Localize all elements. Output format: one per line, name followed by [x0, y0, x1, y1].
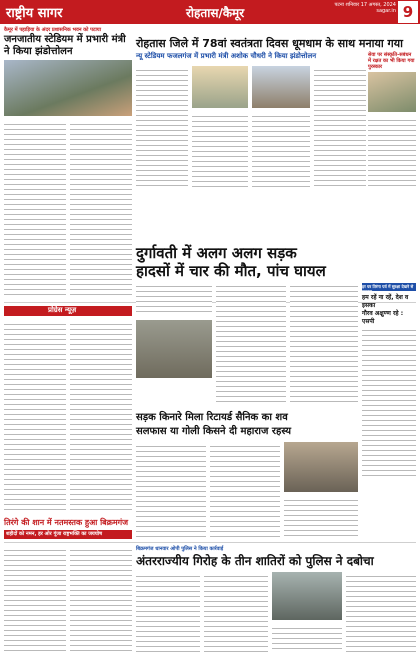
mid-headline-line1: सड़क किनारे मिला रिटायर्ड सैनिक का शव — [136, 412, 288, 423]
story2-text — [252, 112, 310, 190]
publication-name: राष्ट्रीय सागर — [6, 6, 63, 21]
story1-headline: जनजातीय स्टेडियम में प्रभारी मंत्री ने किया झंडोत्तोलन — [4, 34, 126, 57]
right-kicker: हर घर तिरंगा पर्व में सुरक्षा देखने से प्रवक्ता — [362, 284, 414, 294]
bottom-left-text — [70, 546, 132, 652]
bottom-right-text — [346, 572, 416, 652]
bottom-right-text — [204, 572, 268, 652]
edition-info: पटना शनिवार 17 अगस्त, 2024 sagar.in — [334, 2, 396, 14]
story3-text — [368, 116, 416, 190]
bottom-right-photo — [272, 572, 342, 620]
story3-photo — [368, 72, 416, 112]
page-number: 9 — [398, 1, 418, 23]
story2-subhead: न्यू स्टेडियम फजलगंज में प्रभारी मंत्री अशोक चौधरी ने किया झंडोत्तोलन — [136, 52, 317, 60]
right-headline-line1: हम रहें ना रहें, देश व इसका — [362, 294, 409, 309]
story3-headline: सेवा पर संस्कृति-सबंधन में रक्षत का भी किया गया पुरस्कार — [368, 52, 415, 70]
main-text — [136, 282, 212, 316]
box-text — [4, 320, 66, 510]
story1-text — [70, 120, 132, 298]
main-text — [216, 282, 286, 402]
main-photo — [136, 320, 212, 378]
right-headline-line2: गौरव अक्षुण्ण रहे : एसपी — [362, 310, 404, 325]
mid-text — [210, 442, 280, 538]
box-title: प्रोग्रेस न्यूज़ — [48, 306, 77, 314]
bottom-right-text — [272, 624, 342, 652]
story1-kicker: कैमूर में पहाड़िया के अंदर प्रशासनिक भवन को पटाया — [4, 27, 101, 33]
mid-text — [136, 442, 206, 538]
bottom-right-kicker: बिक्रमगंज धानवार ओपी पुलिस ने किया कार्रवाई — [136, 546, 224, 552]
divider — [4, 542, 416, 543]
bottom-right-text — [136, 572, 200, 652]
story1-text — [4, 120, 66, 298]
masthead — [0, 0, 420, 24]
story2-photo — [192, 66, 248, 108]
section-title: रोहतास/कैमूर — [186, 6, 245, 20]
bottom-left-subhead: शहीदों को नमन, हर ओर गूंजा राष्ट्रभक्ति का जयघोष — [6, 531, 102, 537]
story2-headline: रोहतास जिले में 78वां स्वतंत्रता दिवस धूमधाम के साथ मनाया गया — [136, 37, 403, 50]
story2-text — [136, 66, 188, 190]
story2-text — [192, 112, 248, 190]
story2-text — [314, 66, 366, 190]
box-text — [70, 320, 132, 510]
mid-headline-line2: सलफास या गोली किसने दी महाराज रहस्य — [136, 426, 292, 437]
story1-photo — [4, 60, 132, 116]
main-headline-line2: हादसों में चार की मौत, पांच घायल — [136, 262, 326, 280]
story2-photo — [252, 66, 310, 108]
right-text — [362, 326, 416, 476]
mid-photo — [284, 442, 358, 492]
main-text — [290, 282, 358, 402]
main-headline-line1: दुर्गावती में अलग अलग सड़क — [136, 244, 297, 262]
mid-text — [284, 496, 358, 538]
bottom-left-text — [4, 546, 66, 652]
bottom-right-headline: अंतरराज्यीय गिरोह के तीन शातिरों को पुलिस ने दबोचा — [136, 554, 374, 568]
bottom-left-headline: तिरंगे की शान में नतमस्तक हुआ बिक्रमगंज — [4, 518, 129, 527]
